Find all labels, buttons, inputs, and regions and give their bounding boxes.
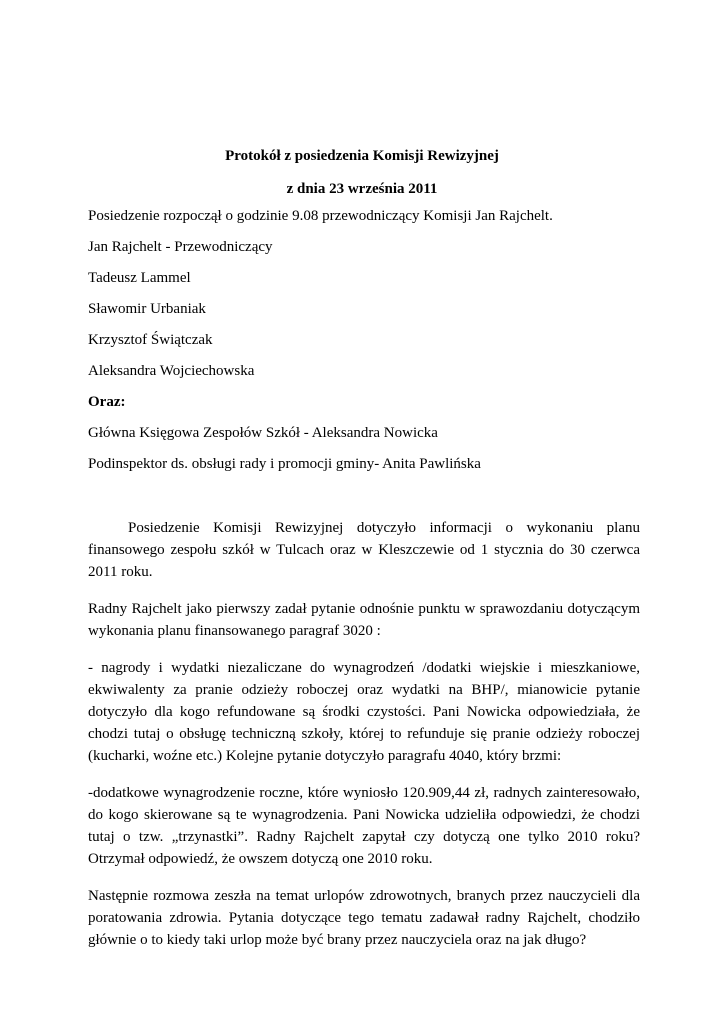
- member-item: Krzysztof Świątczak: [88, 332, 213, 348]
- guest-item: Podinspektor ds. obsługi rady i promocji gminy- Anita Pawlińska: [88, 456, 481, 472]
- member-item: Jan Rajchelt - Przewodniczący: [88, 239, 273, 255]
- body-paragraph: Następnie rozmowa zeszła na temat urlopów zdrowotnych, branych przez nauczycieli dla poratowania zdrowia. Pytania dotyczące tego tematu zadawał radny Rajchelt, chodziło głównie o to kiedy taki urlop może być brany przez nauczyciela oraz na jak długo?: [88, 888, 640, 948]
- document-body: [88, 207, 640, 966]
- document-title: Protokół z posiedzenia Komisji Rewizyjnej: [225, 148, 499, 164]
- body-paragraph: - nagrody i wydatki niezaliczane do wynagrodzeń /dodatki wiejskie i mieszkaniowe, ekwiwalenty za pranie odzieży roboczej oraz wydatki na BHP/, mianowicie pytanie dotyczyło dla kogo refundowane są środki czystości. Pani Nowicka odpowiedziała, że chodzi tutaj o obsługę techniczną szkoły, której to refunduje się pranie odzieży roboczej (kucharki, woźne etc.) Kolejne pytanie dotyczyło paragrafu 4040, który brzmi:: [88, 660, 640, 764]
- member-item: Sławomir Urbaniak: [88, 301, 206, 317]
- opening-line: Posiedzenie rozpoczął o godzinie 9.08 przewodniczący Komisji Jan Rajchelt.: [88, 208, 553, 224]
- member-item: Aleksandra Wojciechowska: [88, 363, 255, 379]
- guest-item: Główna Księgowa Zespołów Szkół - Aleksandra Nowicka: [88, 425, 438, 441]
- also-present-label: Oraz:: [88, 394, 126, 410]
- body-paragraph: -dodatkowe wynagrodzenie roczne, które wyniosło 120.909,44 zł, radnych zainteresowało, do kogo skierowane są te wynagrodzenia. Pani Nowicka udzieliła odpowiedzi, że chodzi tutaj o tzw. „trzynastki”. Radny Rajchelt zapytał czy dotyczą one tylko 2010 roku? Otrzymał odpowiedź, że owszem dotyczą one 2010 roku.: [88, 785, 640, 867]
- member-item: Tadeusz Lammel: [88, 270, 191, 286]
- body-paragraph: Posiedzenie Komisji Rewizyjnej dotyczyło informacji o wykonaniu planu finansowego zespołu szkół w Tulcach oraz w Kleszczewie od 1 stycznia do 30 czerwca 2011 roku.: [88, 520, 640, 580]
- body-paragraph: Radny Rajchelt jako pierwszy zadał pytanie odnośnie punktu w sprawozdaniu dotyczącym wykonania planu finansowanego paragraf 3020 :: [88, 601, 640, 639]
- document-date: z dnia 23 września 2011: [286, 181, 438, 197]
